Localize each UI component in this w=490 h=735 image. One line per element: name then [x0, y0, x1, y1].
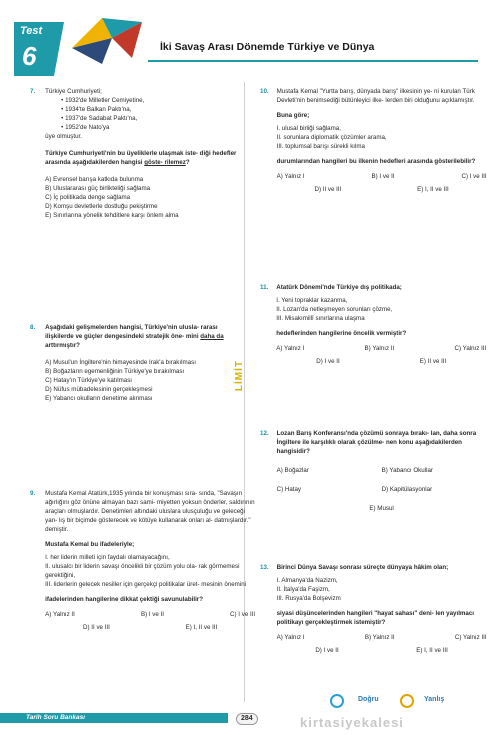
- option-d[interactable]: D) Komşu devletlerle dostluğu pekiştirme: [45, 202, 158, 210]
- list-item: III. liderlerin gelecek nesiller için gerçekçi politikalar üret- mesinin önemini: [45, 580, 247, 588]
- question-lead: Mustafa Kemal bu ifadeleriyle;: [45, 540, 135, 548]
- side-label: LİMİT: [234, 360, 245, 392]
- dogru-button[interactable]: Doğru: [358, 696, 379, 703]
- question-lead: Atatürk Dönemi'nde Türkiye dış politikada;: [276, 284, 402, 291]
- question-10: [260, 88, 487, 195]
- option-c[interactable]: C) İç politikada denge sağlama: [45, 193, 131, 201]
- yanlis-ring-icon[interactable]: [400, 694, 414, 712]
- question-number: 11.: [260, 284, 269, 291]
- list-item: • 1932'de Milletler Cemiyetine,: [61, 96, 145, 104]
- option-a[interactable]: A) Yalnız II: [45, 610, 75, 618]
- option-d[interactable]: D) Nüfus mübadelesinin gerçekleşmesi: [45, 385, 153, 393]
- page-number: 284: [236, 713, 258, 725]
- question-12: [260, 430, 475, 514]
- page-title: İki Savaş Arası Dönemde Türkiye ve Dünya: [160, 41, 375, 53]
- test-label: Test: [20, 25, 43, 37]
- question-number: 13.: [260, 564, 269, 571]
- option-d[interactable]: D) Kapitülasyonlar: [381, 485, 433, 493]
- book-title: Tarih Soru Bankası: [26, 714, 85, 721]
- list-item: • 1934'te Balkan Paktı'na,: [61, 105, 132, 113]
- list-item: II. sorunlara diplomatik çözümler arama,: [276, 133, 387, 141]
- list-item: I. Yeni topraklar kazanma,: [276, 296, 348, 304]
- question-stem: hedeflerinden hangilerine öncelik vermiştir?: [276, 329, 407, 337]
- list-item: • 1937'de Sadabat Paktı'na,: [61, 114, 138, 122]
- question-stem: Türkiye Cumhuriyeti'nin bu üyeliklerle ulaşmak iste- diği hedefler arasında aşağıdakilerden hangisi göste- rilemez?: [45, 149, 237, 166]
- question-intro: Türkiye Cumhuriyeti;: [45, 88, 102, 95]
- option-b[interactable]: B) Yalnız II: [364, 344, 395, 352]
- option-c[interactable]: C) Hatay: [276, 485, 302, 493]
- list-item: I. her liderin milleti için faydalı olamayacağını,: [45, 553, 170, 561]
- option-c[interactable]: C) Hatay'ın Türkiye'ye katılması: [45, 376, 133, 384]
- option-b[interactable]: B) Uluslararası güç birlikteliği sağlama: [45, 184, 151, 192]
- option-e[interactable]: E) I, II ve III: [417, 185, 449, 193]
- header-decoration: [72, 18, 148, 66]
- option-a[interactable]: A) Yalnız I: [276, 172, 305, 180]
- question-stem: Aşağıdaki gelişmelerden hangisi, Türkiye'nin ulusla- rarası ilişkilerde ve güçler dengesindeki stratejik öne- mini daha da arttırmıştır?: [45, 324, 224, 349]
- option-c[interactable]: C) I ve III: [230, 610, 256, 618]
- question-number: 10.: [260, 88, 269, 95]
- option-e[interactable]: E) Musul: [369, 504, 394, 512]
- list-item: • 1952'de Nato'ya: [61, 123, 110, 131]
- list-item: III. Rusya'da Bolşevizm: [276, 594, 341, 602]
- watermark: kirtasiyekalesi: [300, 715, 404, 730]
- list-item: II. Lozan'da netleşmeyen sorunları çözme,: [276, 305, 393, 313]
- question-stem: ifadelerinden hangilerine dikkat çektiği savunulabilir?: [45, 595, 203, 603]
- question-8: [30, 324, 240, 404]
- dogru-ring-icon[interactable]: [330, 694, 344, 712]
- option-c[interactable]: C) Yalnız III: [454, 344, 487, 352]
- list-item: III. Misakımillî sınırlarına ulaşma: [276, 314, 365, 322]
- option-e[interactable]: E) II ve III: [419, 357, 447, 365]
- option-a[interactable]: A) Evrensel barışa katkıda bulunma: [45, 175, 144, 183]
- question-number: 7.: [30, 88, 36, 95]
- question-outro: üye olmuştur.: [45, 132, 82, 140]
- option-d[interactable]: D) I ve II: [316, 357, 340, 365]
- option-d[interactable]: D) II ve III: [314, 185, 342, 193]
- option-a[interactable]: A) Boğazlar: [276, 466, 309, 474]
- question-7: [30, 88, 240, 221]
- option-e[interactable]: E) I, II ve III: [416, 646, 448, 654]
- question-11: [260, 284, 487, 367]
- list-item: II. ulusalcı bir liderin savaşı öncelikli bir çözüm yolu ola- rak görmemesi gerektiğini,: [45, 562, 240, 579]
- question-text: Mustafa Kemal Atatürk,1935 yılında bir konuşması sıra- sında, "Savaşın ağırlığını göz önüne almayan bazı sami- miyetten yoksun önderler, saldırının araçları olmuşlardır. Denetimleri altındaki uluslara ulusçuluğu ve geleceği yan- lış bir biçimde gösterecek ve kötüye kullanarak onları al- datmışlardır." demiştir.: [45, 490, 255, 533]
- option-c[interactable]: C) Yalnız III: [454, 633, 487, 641]
- option-a[interactable]: A) Yalnız I: [276, 633, 305, 641]
- option-a[interactable]: A) Musul'un İngiltere'nin himayesinde Irak'a bırakılması: [45, 358, 196, 366]
- option-e[interactable]: E) I, II ve III: [185, 623, 218, 631]
- question-stem: siyasi düşüncelerinden hangileri "hayat sahası" deni- len yayılmacı politikayı gerçekleştirmek istemiştir?: [276, 609, 475, 626]
- option-d[interactable]: D) I ve II: [315, 646, 339, 654]
- question-number: 12.: [260, 430, 269, 437]
- option-e[interactable]: E) Yabancı okulların denetime alınması: [45, 394, 153, 402]
- question-13: [260, 564, 487, 656]
- option-d[interactable]: D) II ve III: [83, 623, 110, 631]
- yanlis-button[interactable]: Yanlış: [424, 696, 445, 703]
- list-item: I. ulusal birliği sağlama,: [276, 124, 341, 132]
- question-number: 9.: [30, 490, 36, 497]
- list-item: I. Almanya'da Nazizm,: [276, 576, 338, 584]
- option-b[interactable]: B) Yalnız II: [364, 633, 395, 641]
- question-9: [30, 490, 256, 633]
- question-lead: Buna göre;: [276, 111, 310, 119]
- option-e[interactable]: E) Sınırlarına yönelik tehditlere karşı önlem alma: [45, 211, 179, 219]
- question-number: 8.: [30, 324, 36, 331]
- test-number: 6: [22, 41, 37, 71]
- option-b[interactable]: B) I ve II: [140, 610, 164, 618]
- option-b[interactable]: B) Yabancı Okullar: [381, 466, 433, 474]
- option-a[interactable]: A) Yalnız I: [276, 344, 305, 352]
- question-text: Mustafa Kemal "Yurtta barış, dünyada barış" ilkesinin ye- ni kurulan Türk Devleti'nin benimsediği bütünleyici ilke- lerden biri olduğunu açıklamıştır.: [276, 88, 475, 104]
- question-lead: Birinci Dünya Savaşı sonrası süreçte dünyaya hâkim olan;: [276, 564, 449, 571]
- list-item: II. İtalya'da Faşizm,: [276, 585, 330, 593]
- option-b[interactable]: B) Boğazların egemenliğinin Türkiye'ye bırakılması: [45, 367, 185, 375]
- question-stem: durumlarından hangileri bu ilkenin hedefleri arasında gösterilebilir?: [276, 157, 476, 165]
- option-b[interactable]: B) I ve II: [371, 172, 395, 180]
- list-item: III. toplumsal barışı sürekli kılma: [276, 142, 365, 150]
- question-stem: Lozan Barış Konferansı'nda çözümü sonraya bırakı- lan, daha sonra İngiltere ile karşılıklı olarak çözülme- nen konu aşağıdakilerden hangisidir?: [276, 430, 477, 455]
- option-c[interactable]: C) I ve III: [461, 172, 487, 180]
